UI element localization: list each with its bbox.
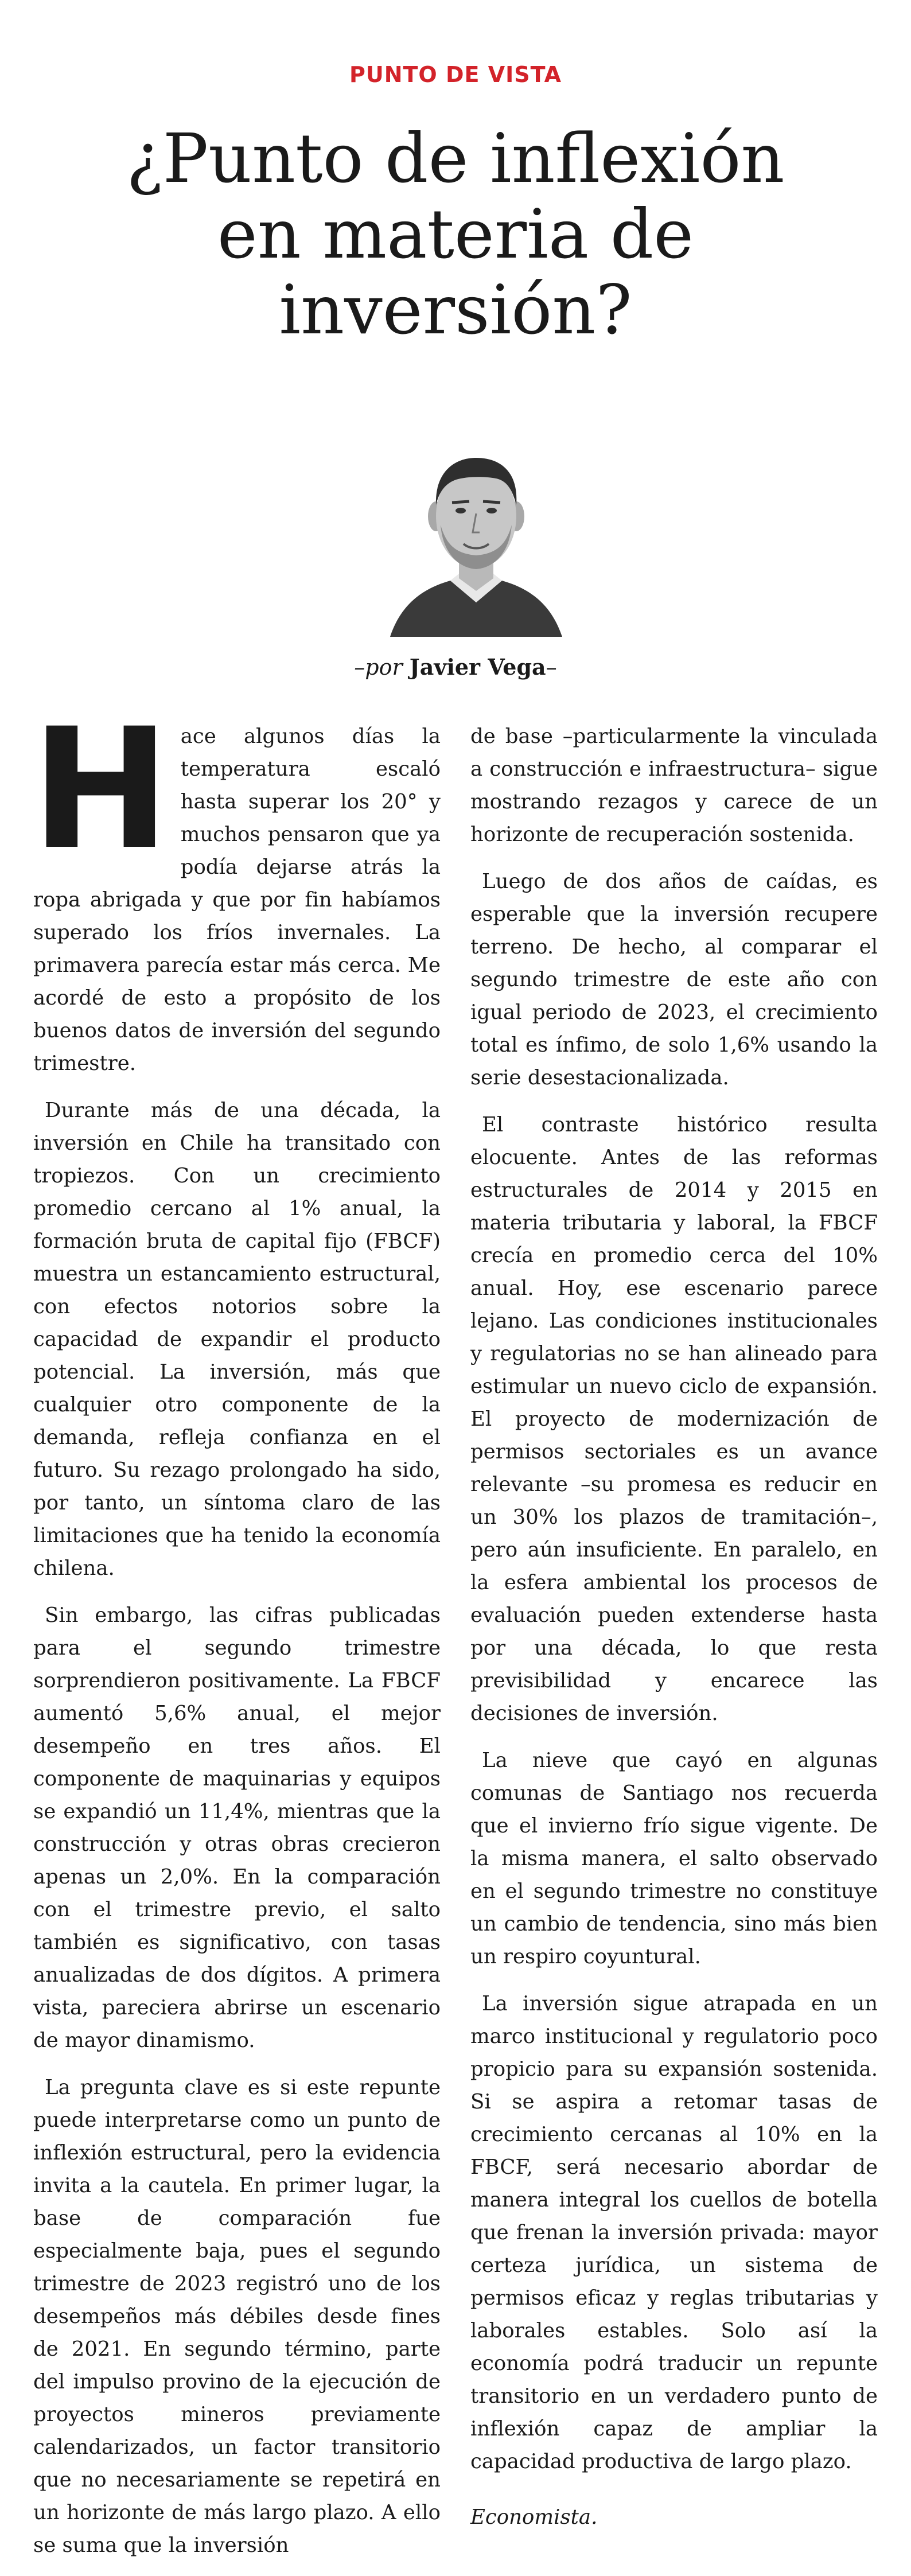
article-paragraph-6: El contraste histórico resulta elocuente. Antes de las reformas estructurales de 2014 y 2015 en materia tributaria y laboral, la FBCF crecía en promedio cerca del 10% anual. Hoy, ese escenario parece lejano. Las condiciones institucionales y regulatorias no se han alineado para estimular un nuevo ciclo de expansión. El proyecto de modernización de permisos sectoriales es un avance relevante –su promesa es reducir en un 30% los plazos de tramitación–, pero aún insuficiente. En paralelo, en la esfera ambiental los procesos de evaluación pueden extenderse hasta por una década, lo que resta previsibilidad y encarece las decisiones de inversión. [470, 1113, 878, 1725]
byline-prefix: –por [354, 655, 403, 680]
paragraph-1-text: ace algunos días la temperatura escaló hasta superar los 20° y muchos pensaron que ya podía dejarse atrás la ropa abrigada y que por fin habíamos superado los fríos invernales. La primavera parecía estar más cerca. Me acordé de esto a propósito de los buenos datos de inversión del segundo trimestre. [33, 725, 441, 1075]
article-column-right [470, 720, 878, 2548]
article-paragraph-2: Durante más de una década, la inversión en Chile ha transitado con tropiezos. Con un crecimiento promedio cercano al 1% anual, la formación bruta de capital fijo (FBCF) muestra un estancamiento estructural, con efectos notorios sobre la capacidad de expandir el producto potencial. La inversión, más que cualquier otro componente de la demanda, refleja confianza en el futuro. Su rezago prolongado ha sido, por tanto, un síntoma claro de las limitaciones que ha tenido la economía chilena. [33, 1099, 441, 1580]
section-label: PUNTO DE VISTA [349, 62, 562, 87]
headline-line-1: ¿Punto de inflexión [126, 119, 785, 198]
author-portrait [379, 430, 574, 637]
headline-line-3: inversión? [279, 270, 632, 349]
drop-cap: H [31, 693, 170, 886]
article-paragraph-4b: de base –particularmente la vinculada a construcción e infraestructura– sigue mostrando rezagos y carece de un horizonte de recuperación sostenida. [470, 725, 878, 846]
byline-author: Javier Vega [409, 654, 546, 680]
author-portrait-drawing [379, 430, 574, 637]
article-paragraph-8: La inversión sigue atrapada en un marco institucional y regulatorio poco propicio para su expansión sostenida. Si se aspira a retomar tasas de crecimiento cercanas al 10% en la FBCF, será necesario abordar de manera integral los cuellos de botella que frenan la inversión privada: mayor certeza jurídica, un sistema de permisos eficaz y reglas tributarias y laborales estables. Solo así la economía podrá traducir un repunte transitorio en un verdadero punto de inflexión capaz de ampliar la capacidad productiva de largo plazo. [470, 1992, 878, 2473]
article-paragraph-5: Luego de dos años de caídas, es esperable que la inversión recupere terreno. De hecho, al comparar el segundo trimestre de este año con igual periodo de 2023, el crecimiento total es ínfimo, de solo 1,6% usando la serie desestacionalizada. [470, 870, 878, 1089]
article-paragraph-1 [31, 693, 441, 1080]
article-paragraph-3: Sin embargo, las cifras publicadas para el segundo trimestre sorprendieron positivamente. La FBCF aumentó 5,6% anual, el mejor desempeño en tres años. El componente de maquinarias y equipos se expandió un 11,4%, mientras que la construcción y otras obras crecieron apenas un 2,0%. En la comparación con el trimestre previo, el salto también es significativo, con tasas anualizadas de dos dígitos. A primera vista, pareciera abrirse un escenario de mayor dinamismo. [33, 1604, 441, 2052]
byline [0, 654, 911, 680]
article-column-left [31, 693, 441, 2576]
article-paragraph-7: La nieve que cayó en algunas comunas de Santiago nos recuerda que el invierno frío sigue vigente. De la misma manera, el salto observado en el segundo trimestre no constituye un cambio de tendencia, sino más bien un respiro coyuntural. [470, 1749, 878, 1968]
author-signoff: Economista. [470, 2505, 598, 2529]
article-paragraph-4a: La pregunta clave es si este repunte puede interpretarse como un punto de inflexión estructural, pero la evidencia invita a la cautela. En primer lugar, la base de comparación fue especialmente baja, pues el segundo trimestre de 2023 registró uno de los desempeños más débiles desde fines de 2021. En segundo término, parte del impulso provino de la ejecución de proyectos mineros previamente calendarizados, un factor transitorio que no necesariamente se repetirá en un horizonte de más largo plazo. A ello se suma que la inversión [33, 2076, 441, 2557]
headline [0, 120, 911, 348]
headline-line-2: en materia de [217, 194, 694, 274]
byline-suffix: – [546, 655, 557, 680]
